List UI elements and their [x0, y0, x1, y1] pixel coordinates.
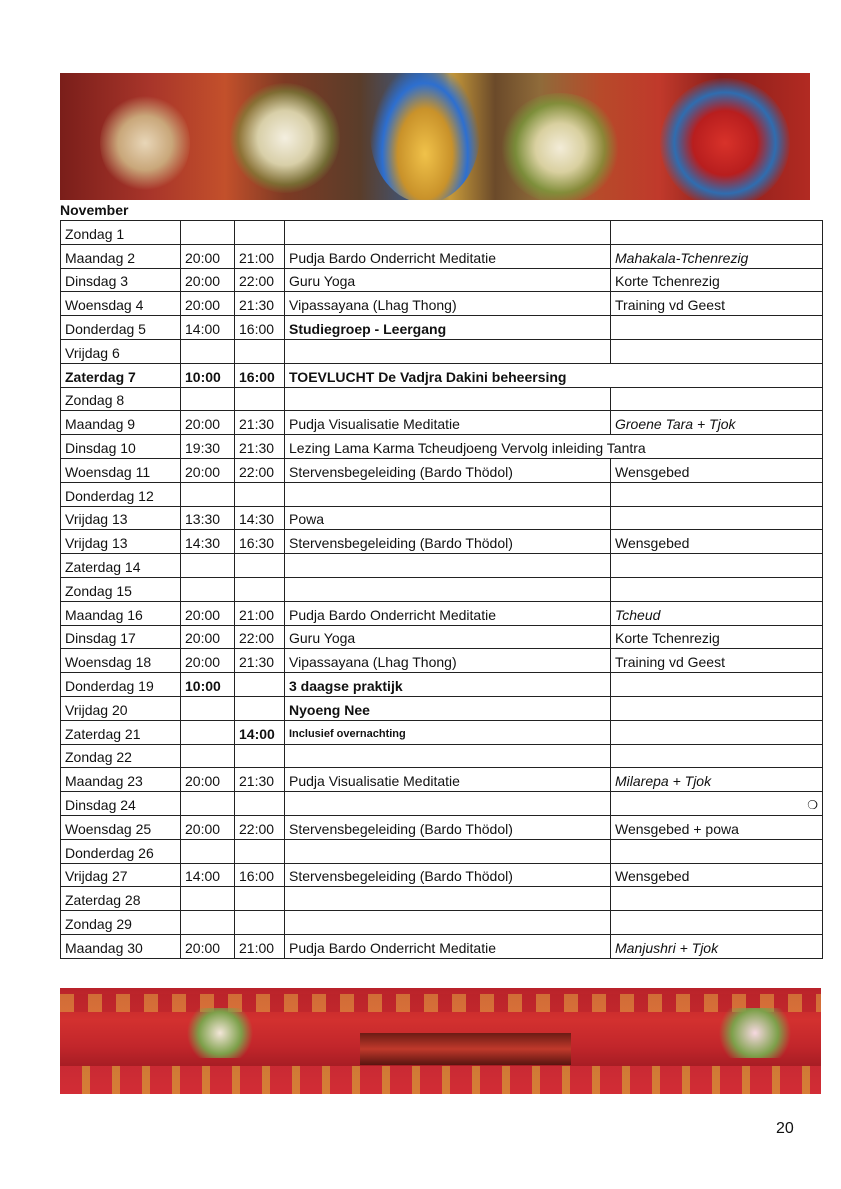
start-time-cell: 20:00 — [181, 768, 235, 792]
day-cell: Zondag 1 — [61, 221, 181, 245]
note-cell — [611, 911, 823, 935]
deity-figure-right — [660, 78, 790, 200]
header-photo-banner — [60, 73, 810, 200]
start-time-cell: 14:00 — [181, 316, 235, 340]
table-row — [61, 316, 823, 340]
day-cell: Dinsdag 3 — [61, 268, 181, 292]
end-time-cell: 22:00 — [235, 268, 285, 292]
activity-cell: Stervensbegeleiding (Bardo Thödol) — [285, 863, 611, 887]
note-cell — [611, 316, 823, 340]
start-time-cell: 20:00 — [181, 411, 235, 435]
activity-cell: Vipassayana (Lhag Thong) — [285, 292, 611, 316]
day-cell: Maandag 16 — [61, 601, 181, 625]
note-cell — [611, 268, 823, 292]
day-cell: Maandag 23 — [61, 768, 181, 792]
start-time-cell — [181, 577, 235, 601]
table-row — [61, 339, 823, 363]
day-cell: Donderdag 12 — [61, 482, 181, 506]
end-time-cell — [235, 387, 285, 411]
day-cell: Donderdag 5 — [61, 316, 181, 340]
end-time-cell: 22:00 — [235, 625, 285, 649]
table-row — [61, 887, 823, 911]
activity-cell: Pudja Bardo Onderricht Meditatie — [285, 601, 611, 625]
end-time-cell — [235, 887, 285, 911]
day-cell: Woensdag 18 — [61, 649, 181, 673]
table-row — [61, 792, 823, 816]
end-time-cell: 21:00 — [235, 244, 285, 268]
table-row — [61, 244, 823, 268]
activity-cell — [285, 221, 611, 245]
table-row — [61, 601, 823, 625]
note-cell — [611, 244, 823, 268]
table-row — [61, 530, 823, 554]
end-time-cell: 16:30 — [235, 530, 285, 554]
activity-cell — [285, 339, 611, 363]
end-time-cell: 21:00 — [235, 601, 285, 625]
table-row — [61, 506, 823, 530]
end-time-cell: 14:30 — [235, 506, 285, 530]
day-cell: Woensdag 11 — [61, 458, 181, 482]
start-time-cell — [181, 339, 235, 363]
activity-cell: Pudja Bardo Onderricht Meditatie — [285, 244, 611, 268]
activity-cell — [285, 792, 611, 816]
flower-decoration — [230, 83, 340, 193]
day-cell: Maandag 2 — [61, 244, 181, 268]
carpet — [60, 1066, 821, 1094]
table-row — [61, 815, 823, 839]
table-row — [61, 268, 823, 292]
activity-cell — [285, 482, 611, 506]
start-time-cell — [181, 696, 235, 720]
day-cell: Donderdag 26 — [61, 839, 181, 863]
day-cell: Vrijdag 6 — [61, 339, 181, 363]
note-cell — [611, 839, 823, 863]
note-cell — [611, 339, 823, 363]
page-number: 20 — [776, 1120, 794, 1137]
note-cell — [611, 506, 823, 530]
activity-cell: TOEVLUCHT De Vadjra Dakini beheersing — [285, 363, 823, 387]
start-time-cell — [181, 887, 235, 911]
day-cell: Dinsdag 24 — [61, 792, 181, 816]
activity-cell: Inclusief overnachting — [285, 720, 611, 744]
note-cell — [611, 673, 823, 697]
end-time-cell — [235, 696, 285, 720]
note-cell — [611, 554, 823, 578]
end-time-cell: 21:30 — [235, 292, 285, 316]
note-text: Wensgebed + powa — [615, 820, 739, 837]
note-text: Tcheud — [615, 606, 661, 623]
day-cell: Dinsdag 17 — [61, 625, 181, 649]
note-text: Korte Tchenrezig — [615, 273, 720, 290]
activity-cell: Lezing Lama Karma Tcheudjoeng Vervolg inleiding Tantra — [285, 435, 823, 459]
table-row — [61, 411, 823, 435]
activity-cell: Nyoeng Nee — [285, 696, 611, 720]
note-cell — [611, 221, 823, 245]
note-cell — [611, 744, 823, 768]
start-time-cell: 20:00 — [181, 934, 235, 958]
note-cell — [611, 696, 823, 720]
end-time-cell — [235, 482, 285, 506]
end-time-cell — [235, 911, 285, 935]
activity-cell: Stervensbegeleiding (Bardo Thödol) — [285, 815, 611, 839]
start-time-cell: 10:00 — [181, 673, 235, 697]
table-row — [61, 696, 823, 720]
start-time-cell — [181, 744, 235, 768]
schedule-table — [60, 220, 823, 959]
end-time-cell: 16:00 — [235, 363, 285, 387]
note-cell — [611, 601, 823, 625]
table-row — [61, 673, 823, 697]
note-cell — [611, 649, 823, 673]
table-row — [61, 435, 823, 459]
day-cell: Woensdag 25 — [61, 815, 181, 839]
note-cell — [611, 458, 823, 482]
table-row — [61, 934, 823, 958]
moon-phase-icon: ❍ — [807, 797, 818, 812]
day-cell: Zaterdag 21 — [61, 720, 181, 744]
end-time-cell — [235, 792, 285, 816]
table-row — [61, 744, 823, 768]
day-cell: Vrijdag 27 — [61, 863, 181, 887]
table-row — [61, 625, 823, 649]
end-time-cell — [235, 554, 285, 578]
start-time-cell: 19:30 — [181, 435, 235, 459]
day-cell: Zondag 8 — [61, 387, 181, 411]
activity-cell: Stervensbegeleiding (Bardo Thödol) — [285, 458, 611, 482]
note-cell — [611, 887, 823, 911]
activity-cell: Pudja Visualisatie Meditatie — [285, 411, 611, 435]
table-row — [61, 292, 823, 316]
note-text: Wensgebed — [615, 463, 690, 480]
activity-cell: Pudja Bardo Onderricht Meditatie — [285, 934, 611, 958]
note-cell — [611, 934, 823, 958]
note-text: Training vd Geest — [615, 654, 725, 671]
note-text: Milarepa + Tjok — [615, 773, 712, 790]
day-cell: Vrijdag 13 — [61, 506, 181, 530]
start-time-cell — [181, 839, 235, 863]
note-cell — [611, 577, 823, 601]
table-row — [61, 221, 823, 245]
end-time-cell: 21:30 — [235, 435, 285, 459]
activity-cell: Guru Yoga — [285, 625, 611, 649]
start-time-cell — [181, 911, 235, 935]
table-row — [61, 720, 823, 744]
day-cell: Zaterdag 28 — [61, 887, 181, 911]
start-time-cell: 14:30 — [181, 530, 235, 554]
table-row — [61, 911, 823, 935]
table-row — [61, 649, 823, 673]
start-time-cell: 20:00 — [181, 292, 235, 316]
day-cell: Zaterdag 14 — [61, 554, 181, 578]
day-cell: Maandag 9 — [61, 411, 181, 435]
end-time-cell — [235, 839, 285, 863]
table-row — [61, 863, 823, 887]
note-cell — [611, 411, 823, 435]
day-cell: Vrijdag 20 — [61, 696, 181, 720]
table-row — [61, 554, 823, 578]
end-time-cell — [235, 221, 285, 245]
note-cell — [611, 863, 823, 887]
day-cell: Vrijdag 13 — [61, 530, 181, 554]
deity-figure-left — [100, 93, 190, 193]
note-cell — [611, 768, 823, 792]
day-cell: Zondag 15 — [61, 577, 181, 601]
note-text: Groene Tara + Tjok — [615, 416, 736, 433]
end-time-cell: 16:00 — [235, 863, 285, 887]
note-cell — [611, 815, 823, 839]
note-text: Manjushri + Tjok — [615, 939, 719, 956]
activity-cell: Studiegroep - Leergang — [285, 316, 611, 340]
day-cell: Zondag 29 — [61, 911, 181, 935]
end-time-cell — [235, 673, 285, 697]
activity-cell — [285, 554, 611, 578]
activity-cell: Guru Yoga — [285, 268, 611, 292]
end-time-cell: 21:00 — [235, 934, 285, 958]
note-text: Wensgebed — [615, 535, 690, 552]
end-time-cell: 14:00 — [235, 720, 285, 744]
month-heading: November — [60, 202, 129, 218]
day-cell: Zaterdag 7 — [61, 363, 181, 387]
note-text: Training vd Geest — [615, 297, 725, 314]
table-row — [61, 768, 823, 792]
start-time-cell: 14:00 — [181, 863, 235, 887]
activity-cell: 3 daagse praktijk — [285, 673, 611, 697]
ornament-band — [60, 994, 821, 1012]
note-cell — [611, 792, 823, 816]
activity-cell — [285, 911, 611, 935]
end-time-cell: 21:30 — [235, 411, 285, 435]
activity-cell: Powa — [285, 506, 611, 530]
end-time-cell — [235, 339, 285, 363]
start-time-cell: 20:00 — [181, 649, 235, 673]
start-time-cell: 20:00 — [181, 268, 235, 292]
activity-cell: Stervensbegeleiding (Bardo Thödol) — [285, 530, 611, 554]
activity-cell — [285, 887, 611, 911]
note-cell — [611, 530, 823, 554]
day-cell: Maandag 30 — [61, 934, 181, 958]
start-time-cell — [181, 720, 235, 744]
end-time-cell — [235, 577, 285, 601]
day-cell: Woensdag 4 — [61, 292, 181, 316]
end-time-cell: 16:00 — [235, 316, 285, 340]
table-row — [61, 363, 823, 387]
start-time-cell — [181, 221, 235, 245]
flower-decoration — [710, 1008, 800, 1058]
activity-cell — [285, 744, 611, 768]
end-time-cell: 22:00 — [235, 815, 285, 839]
start-time-cell: 20:00 — [181, 244, 235, 268]
end-time-cell: 21:30 — [235, 649, 285, 673]
start-time-cell — [181, 792, 235, 816]
note-text: Wensgebed — [615, 868, 690, 885]
note-text: Mahakala-Tchenrezig — [615, 249, 749, 266]
note-text: Korte Tchenrezig — [615, 630, 720, 647]
start-time-cell: 20:00 — [181, 625, 235, 649]
note-cell — [611, 625, 823, 649]
start-time-cell — [181, 387, 235, 411]
start-time-cell: 10:00 — [181, 363, 235, 387]
footer-photo-banner — [60, 988, 821, 1094]
start-time-cell: 20:00 — [181, 815, 235, 839]
note-cell — [611, 720, 823, 744]
note-cell — [611, 292, 823, 316]
note-cell — [611, 482, 823, 506]
end-time-cell — [235, 744, 285, 768]
activity-cell — [285, 387, 611, 411]
start-time-cell: 20:00 — [181, 458, 235, 482]
day-cell: Donderdag 19 — [61, 673, 181, 697]
activity-cell: Pudja Visualisatie Meditatie — [285, 768, 611, 792]
buddha-statue — [370, 73, 480, 200]
day-cell: Dinsdag 10 — [61, 435, 181, 459]
start-time-cell: 20:00 — [181, 601, 235, 625]
altar-table — [360, 1033, 571, 1065]
end-time-cell: 22:00 — [235, 458, 285, 482]
activity-cell — [285, 839, 611, 863]
start-time-cell: 13:30 — [181, 506, 235, 530]
table-row — [61, 482, 823, 506]
flower-decoration — [180, 1008, 260, 1058]
start-time-cell — [181, 482, 235, 506]
activity-cell: Vipassayana (Lhag Thong) — [285, 649, 611, 673]
note-cell — [611, 387, 823, 411]
table-row — [61, 387, 823, 411]
table-row — [61, 577, 823, 601]
start-time-cell — [181, 554, 235, 578]
flower-decoration — [500, 93, 620, 200]
end-time-cell: 21:30 — [235, 768, 285, 792]
table-row — [61, 839, 823, 863]
table-row — [61, 458, 823, 482]
activity-cell — [285, 577, 611, 601]
day-cell: Zondag 22 — [61, 744, 181, 768]
